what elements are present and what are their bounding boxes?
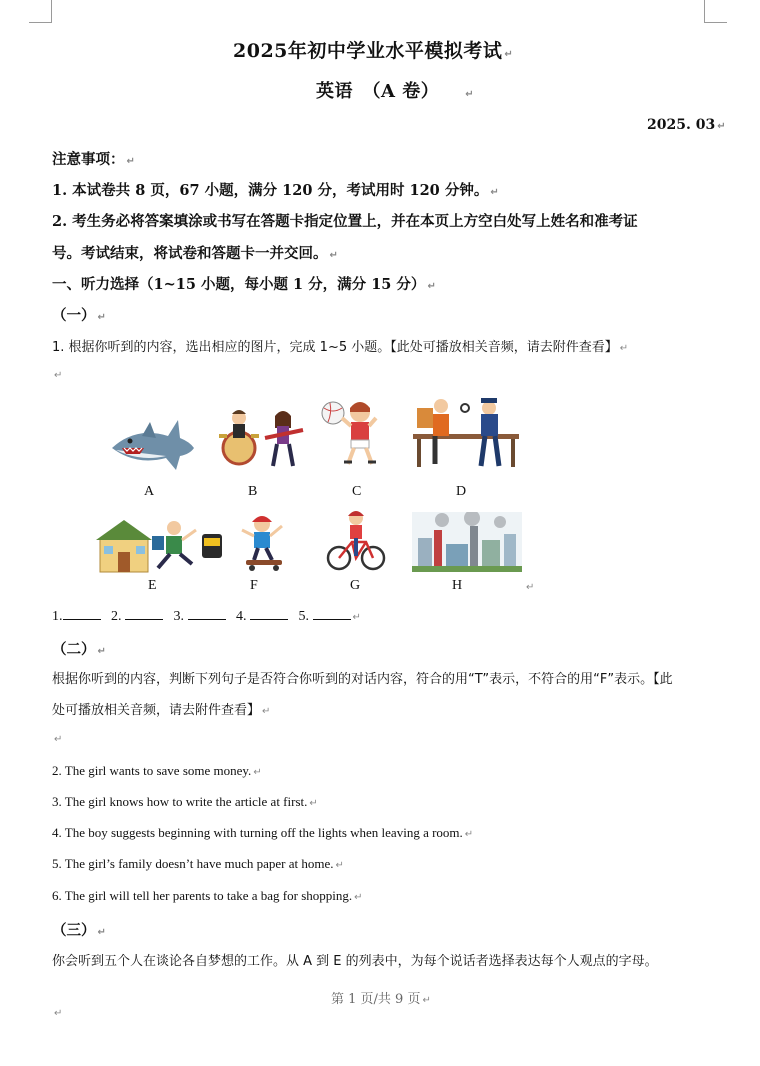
skateboard-picture [238,512,290,574]
statement-4: 4. The boy suggests beginning with turning off the lights when leaving a room. ↵ [52,825,474,840]
answer-blank-1[interactable]: 1. [52,609,101,624]
part-3-instruction: 你会听到五个人在谈论各自梦想的工作。从 A 到 E 的列表中，为每个说话者选择表达每个人观点的字母。 [52,954,658,969]
answer-blank-5[interactable]: 5. [299,609,351,624]
picture-label-f: F [250,578,258,593]
exam-title: 2025年初中学业水平模拟考试 ↵ [233,40,514,62]
exam-date: 2025. 03 ↵ [647,117,726,133]
cycling-picture [326,508,386,574]
notice-item-1: 1. 本试卷共 8 页，67 小题，满分 120 分，考试用时 120 分钟。 ↵ [52,182,499,199]
answer-blank-2[interactable]: 2. [111,609,163,624]
part-1-instruction: 1. 根据你听到的内容，选出相应的图片，完成 1~5 小题。【此处可播放相关音频，请去附件查看】 ↵ [52,340,629,355]
crop-mark-top-left [29,0,52,23]
subject-title: 英语 （A 卷） ↵ [316,81,475,102]
paragraph-mark: ↵ [54,370,63,381]
answer-blank-4[interactable]: 4. [236,609,288,624]
picture-label-a: A [144,484,155,499]
picture-label-c: C [352,484,362,499]
notice-item-2-line-1: 2. 考生务必将答案填涂或书写在答题卡指定位置上，并在本页上方空白处写上姓名和准考证 [52,213,638,230]
picture-label-h: H [452,578,463,593]
paragraph-mark: ↵ [54,1008,63,1019]
part-2-instruction-line-2: 处可播放相关音频，请去附件查看】 ↵ [52,703,271,718]
picture-label-e: E [148,578,157,593]
part-2-label: （二） ↵ [52,641,106,658]
picture-label-g: G [350,578,361,593]
statement-3: 3. The girl knows how to write the article at first. ↵ [52,794,318,809]
paragraph-mark: ↵ [54,734,63,745]
statement-5: 5. The girl’s family doesn’t have much paper at home. ↵ [52,856,344,871]
polluted-factory-picture [412,512,522,572]
part-1-label: （一） ↵ [52,307,106,324]
section-1-heading: 一、听力选择（1~15 小题，每小题 1 分，满分 15 分） ↵ [52,276,436,293]
statement-2: 2. The girl wants to save some money. ↵ [52,763,262,778]
part-2-instruction-line-1: 根据你听到的内容，判断下列句子是否符合你听到的对话内容，符合的用“T”表示，不符合的用“F”表示。【此 [52,672,673,687]
late-for-school-picture [96,516,228,574]
notice-item-2-line-2: 号。考试结束，将试卷和答题卡一并交回。 ↵ [52,245,338,262]
notice-heading: 注意事项： ↵ [52,151,135,168]
crop-mark-top-right [704,0,727,23]
paragraph-mark: ↵ [526,582,535,593]
band-picture [213,404,309,470]
part-3-label: （三） ↵ [52,922,106,939]
police-station-picture [413,394,523,468]
statement-6: 6. The girl will tell her parents to take a bag for shopping. ↵ [52,888,363,903]
picture-label-d: D [456,484,467,499]
volleyball-picture [320,396,382,468]
answer-blank-3[interactable]: 3. [174,609,226,624]
answer-blanks-row: 1. 2. 3. 4. 5. ↵ [52,609,361,624]
shark-picture [106,408,196,478]
picture-label-b: B [248,484,258,499]
page-number-footer: 第 1 页/共 9 页 ↵ [331,992,431,1007]
